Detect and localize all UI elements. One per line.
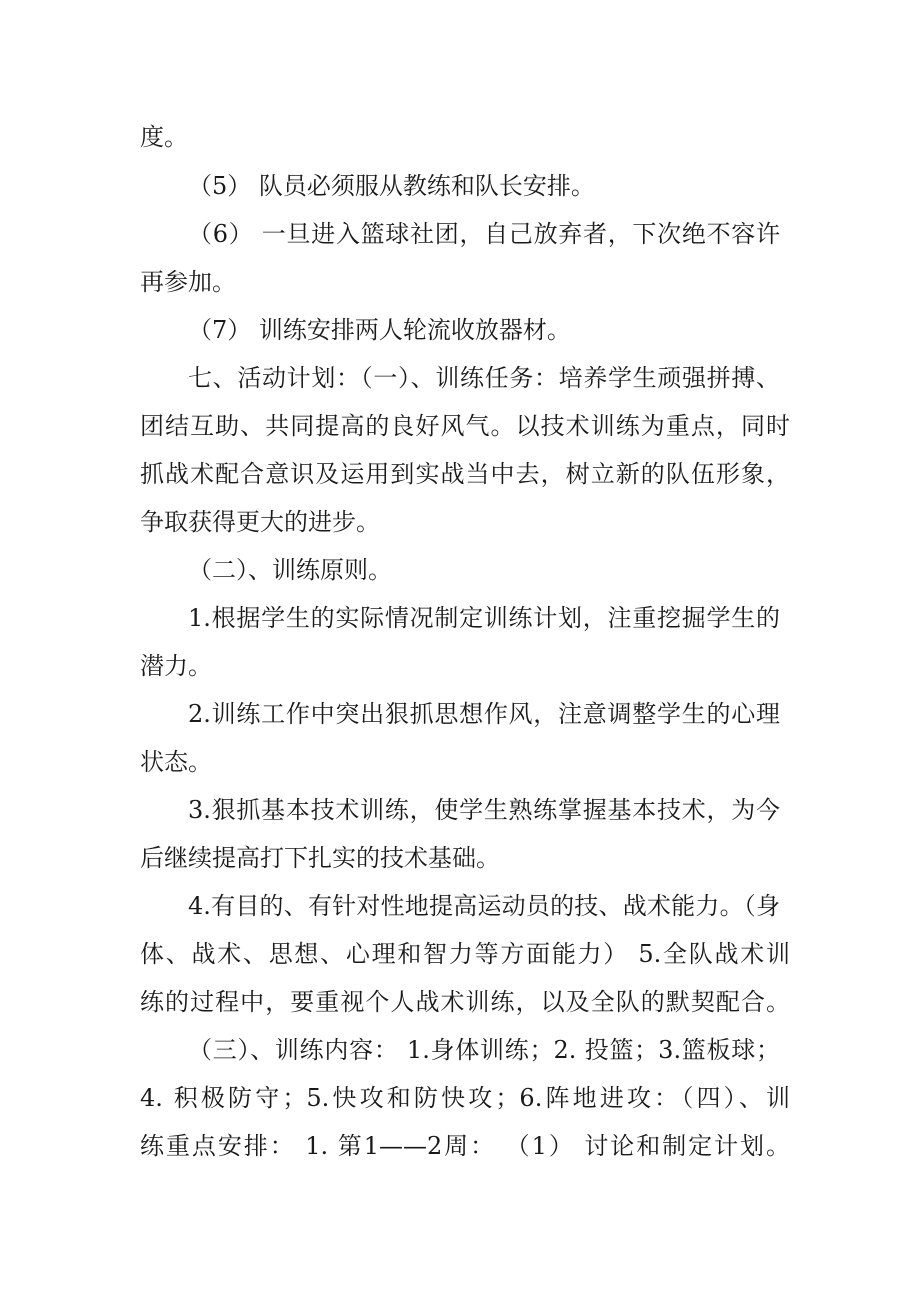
text-line: 4. 积极防守；5.快攻和防快攻；6.阵地进攻：（四）、训 [140, 1084, 790, 1112]
text-line: 后继续提高打下扎实的技术基础。 [140, 844, 500, 872]
text-line: 练的过程中，要重视个人战术训练，以及全队的默契配合。 [140, 988, 790, 1016]
text-line: 体、战术、思想、心理和智力等方面能力） 5.全队战术训 [140, 940, 790, 968]
text-line: 争取获得更大的进步。 [140, 508, 380, 536]
text-line: 度。 [140, 123, 188, 151]
text-line: 抓战术配合意识及运用到实战当中去，树立新的队伍形象， [140, 460, 790, 488]
text-line: 团结互助、共同提高的良好风气。以技术训练为重点，同时 [140, 412, 790, 440]
text-line: （7） 训练安排两人轮流收放器材。 [188, 316, 571, 344]
text-line: 3.狠抓基本技术训练，使学生熟练掌握基本技术，为今 [188, 796, 780, 824]
text-line: （6） 一旦进入篮球社团，自己放弃者，下次绝不容许 [188, 220, 780, 248]
text-line: 状态。 [140, 748, 212, 776]
text-line: （5） 队员必须服从教练和队长安排。 [188, 172, 595, 200]
text-line: 潜力。 [140, 652, 212, 680]
text-line: （二）、训练原则。 [188, 556, 392, 584]
text-line: 4.有目的、有针对性地提高运动员的技、战术能力。（身 [188, 892, 780, 920]
text-line: 2.训练工作中突出狠抓思想作风，注意调整学生的心理 [188, 700, 780, 728]
text-line: （三）、训练内容： 1.身体训练；2. 投篮；3.篮板球； [188, 1036, 780, 1064]
text-line: 七、活动计划：（一）、训练任务：培养学生顽强拼搏、 [188, 364, 780, 392]
text-line: 1.根据学生的实际情况制定训练计划，注重挖掘学生的 [188, 604, 780, 632]
text-line: 练重点安排： 1. 第1——2周： （1） 讨论和制定计划。 [140, 1132, 790, 1160]
text-line: 再参加。 [140, 268, 236, 296]
